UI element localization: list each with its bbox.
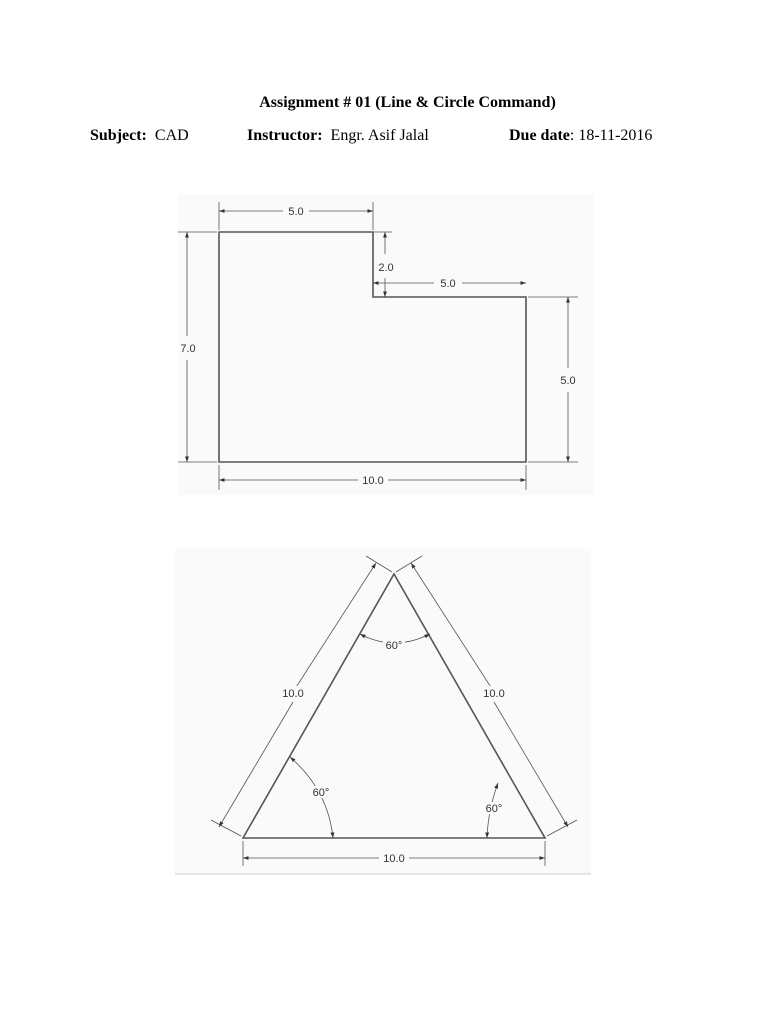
dim-right-height: 5.0: [560, 375, 576, 387]
instructor-value: Engr. Asif Jalal: [330, 127, 429, 144]
subject-label: Subject:: [90, 127, 147, 144]
dim-step-height: 2.0: [378, 262, 394, 274]
instructor-label: Instructor:: [247, 127, 323, 144]
angle-top: 60°: [385, 640, 403, 652]
angle-right: 60°: [485, 803, 503, 815]
due-date-value: : 18-11-2016: [569, 127, 653, 144]
due-date-label: Due date: [509, 127, 570, 144]
drawing1-background: [178, 195, 594, 495]
assignment-title: Assignment # 01 (Line & Circle Command): [259, 94, 556, 111]
drawing-stepped-profile: [178, 195, 594, 495]
dim-top-width: 5.0: [288, 206, 304, 218]
dim-left-side: 10.0: [282, 688, 304, 700]
subject-value: CAD: [154, 127, 189, 144]
dim-step-width: 5.0: [440, 278, 456, 290]
drawing2-background: [175, 548, 591, 874]
drawing-equilateral-triangle: [175, 548, 591, 874]
dim-base: 10.0: [383, 853, 405, 865]
dim-bottom-width: 10.0: [362, 475, 384, 487]
dim-left-height: 7.0: [180, 343, 196, 355]
dim-right-side: 10.0: [483, 688, 505, 700]
angle-left: 60°: [312, 787, 330, 799]
